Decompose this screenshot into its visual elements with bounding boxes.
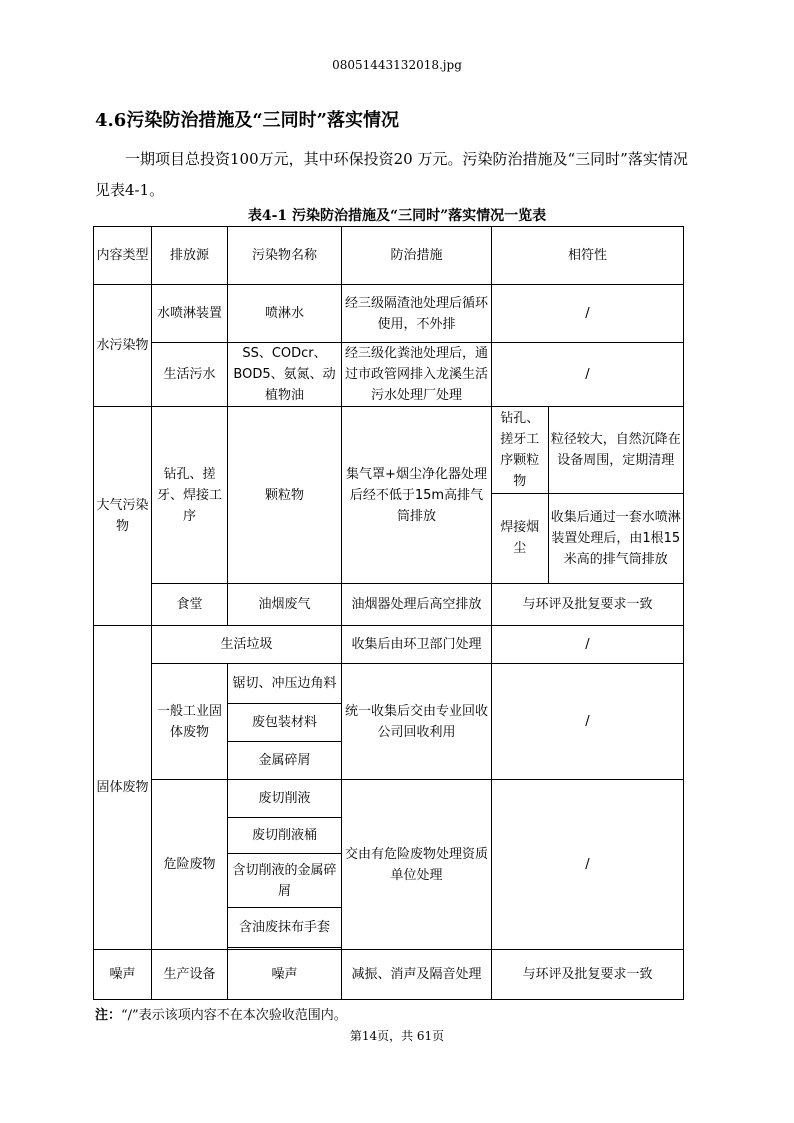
measure-cell: 减振、消声及隔音处理: [342, 950, 492, 1000]
header-measure: 防治措施: [342, 227, 492, 285]
air-compliance-subtable: [492, 407, 683, 583]
table-row: [94, 626, 684, 664]
measure-cell: 油烟器处理后高空排放: [342, 584, 492, 626]
source-cell: 钻孔、搓牙、焊接工序: [152, 407, 228, 584]
sub-row: [492, 493, 683, 583]
header-pollutant: 污染物名称: [228, 227, 342, 285]
compliance-cell: /: [492, 343, 684, 407]
table-row: [94, 780, 684, 818]
pollutant-cell: 废切削液: [228, 780, 342, 818]
source-cell: 食堂: [152, 584, 228, 626]
pollutant-cell: 颗粒物: [228, 407, 342, 584]
compliance-cell: /: [492, 664, 684, 780]
source-cell: 生活污水: [152, 343, 228, 407]
header-source: 排放源: [152, 227, 228, 285]
measure-cell: 经三级化粪池处理后，通过市政管网排入龙溪生活污水处理厂处理: [342, 343, 492, 407]
table-row: [94, 950, 684, 1000]
table-header-row: [94, 227, 684, 285]
pollutant-cell: 废切削液桶: [228, 818, 342, 854]
compliance-cell: 与环评及批复要求一致: [492, 950, 684, 1000]
pollutant-cell: 废包装材料: [228, 704, 342, 742]
category-air: 大气污染物: [94, 407, 152, 626]
sub-source-cell: 焊接烟尘: [492, 493, 548, 583]
table-row: [94, 664, 684, 704]
pollutant-cell: 油烟废气: [228, 584, 342, 626]
pollution-control-table: [93, 226, 684, 1000]
sub-source-cell: 钻孔、搓牙工序颗粒物: [492, 407, 548, 493]
measure-cell: 统一收集后交由专业回收公司回收利用: [342, 664, 492, 780]
table-note: [95, 1004, 347, 1023]
source-cell: 生产设备: [152, 950, 228, 1000]
table-caption: 表4-1 污染防治措施及“三同时”落实情况一览表: [247, 208, 547, 224]
category-noise: 噪声: [94, 950, 152, 1000]
pollutant-cell: SS、CODcr、BOD5、氨氮、动植物油: [228, 343, 342, 407]
compliance-cell: /: [492, 780, 684, 950]
compliance-subtable-cell: [492, 407, 684, 584]
note-label: 注：: [95, 1008, 122, 1023]
sub-detail-cell: 粒径较大，自然沉降在设备周围，定期清理: [548, 407, 683, 493]
table-row: [94, 285, 684, 343]
source-cell: 生活垃圾: [152, 626, 342, 664]
measure-cell: 收集后由环卫部门处理: [342, 626, 492, 664]
section-heading: 4.6污染防治措施及“三同时”落实情况: [95, 110, 400, 131]
compliance-cell: /: [492, 285, 684, 343]
page-number: 第14页，共 61页: [349, 1029, 445, 1043]
measure-cell: 交由有危险废物处理资质单位处理: [342, 780, 492, 950]
table-row: [94, 584, 684, 626]
table-row: [94, 343, 684, 407]
pollutant-cell: 噪声: [228, 950, 342, 1000]
pollutant-cell: 喷淋水: [228, 285, 342, 343]
intro-paragraph: 一期项目总投资100万元，其中环保投资20 万元。污染防治措施及“三同时”落实情况见表4-1。: [95, 150, 688, 199]
category-water: 水污染物: [94, 285, 152, 407]
pollutant-cell: 锯切、冲压边角料: [228, 664, 342, 704]
pollutant-cell: 含油废抹布手套: [228, 908, 342, 948]
note-text: “/”表示该项内容不在本次验收范围内。: [121, 1008, 347, 1023]
measure-cell: 集气罩+烟尘净化器处理后经不低于15m高排气筒排放: [342, 407, 492, 584]
table-row: [94, 407, 684, 584]
pollutant-cell: 含切削液的金属碎屑: [228, 854, 342, 908]
category-solid: 固体废物: [94, 626, 152, 950]
file-name: 08051443132018.jpg: [332, 58, 462, 72]
source-cell: 一般工业固体废物: [152, 664, 228, 780]
compliance-cell: 与环评及批复要求一致: [492, 584, 684, 626]
measure-cell: 经三级隔渣池处理后循环使用，不外排: [342, 285, 492, 343]
source-cell: 危险废物: [152, 780, 228, 950]
header-type: 内容类型: [94, 227, 152, 285]
sub-row: [492, 407, 683, 493]
pollutant-cell: 金属碎屑: [228, 742, 342, 780]
compliance-cell: /: [492, 626, 684, 664]
header-compliance: 相符性: [492, 227, 684, 285]
source-cell: 水喷淋装置: [152, 285, 228, 343]
sub-detail-cell: 收集后通过一套水喷淋装置处理后，由1根15米高的排气筒排放: [550, 509, 681, 567]
